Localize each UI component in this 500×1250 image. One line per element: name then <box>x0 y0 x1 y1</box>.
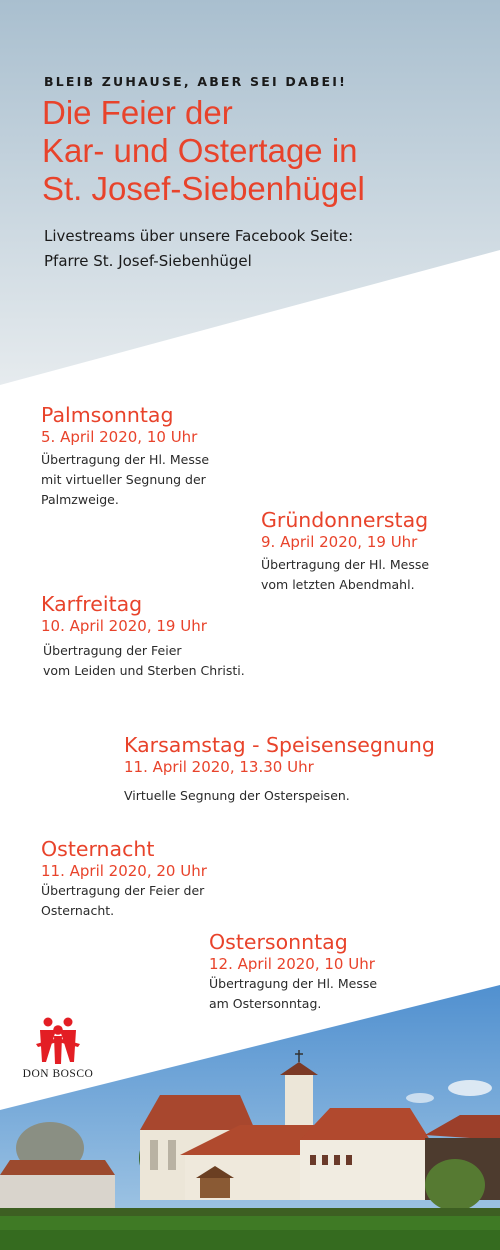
event-description-line: Übertragung der Feier der <box>41 883 205 898</box>
event-description <box>43 641 245 681</box>
event-description-line: Osternacht. <box>41 903 115 918</box>
event-date: 9. April 2020, 19 Uhr <box>261 533 418 551</box>
event-description-line: vom letzten Abendmahl. <box>261 577 415 592</box>
title-line: St. Josef-Siebenhügel <box>42 170 365 207</box>
event-karsamstag <box>124 732 435 806</box>
event-date: 12. April 2020, 10 Uhr <box>209 955 375 973</box>
event-gruendonnerstag <box>261 507 429 595</box>
subtitle <box>44 224 353 274</box>
event-description-line: mit virtueller Segnung der <box>41 472 206 487</box>
event-description-line: am Ostersonntag. <box>209 996 322 1011</box>
event-description <box>124 786 435 806</box>
event-date: 10. April 2020, 19 Uhr <box>41 617 207 635</box>
event-date: 5. April 2020, 10 Uhr <box>41 428 198 446</box>
event-description-line: Palmzweige. <box>41 492 119 507</box>
don-bosco-figures-icon <box>16 1016 100 1068</box>
event-description <box>41 881 207 921</box>
event-description-line: Übertragung der Feier <box>43 643 182 658</box>
event-name: Ostersonntag <box>209 930 348 954</box>
event-description-line: Virtuelle Segnung der Osterspeisen. <box>124 788 350 803</box>
event-name: Karsamstag - Speisensegnung <box>124 733 435 757</box>
event-date: 11. April 2020, 20 Uhr <box>41 862 207 880</box>
title-line: Kar- und Ostertage in <box>42 132 358 169</box>
event-description-line: Übertragung der Hl. Messe <box>41 452 210 467</box>
title-line: Die Feier der <box>42 94 233 131</box>
event-description-line: vom Leiden und Sterben Christi. <box>43 663 245 678</box>
tagline: BLEIB ZUHAUSE, ABER SEI DABEI! <box>44 74 348 89</box>
subtitle-line: Pfarre St. Josef-Siebenhügel <box>44 252 252 270</box>
event-osternacht <box>41 836 207 921</box>
event-karfreitag <box>41 591 245 681</box>
event-date: 11. April 2020, 13.30 Uhr <box>124 758 314 776</box>
event-description-line: Übertragung der Hl. Messe <box>261 557 430 572</box>
event-description <box>41 450 209 510</box>
event-description-line: Übertragung der Hl. Messe <box>209 976 378 991</box>
event-palmsonntag <box>41 402 209 510</box>
event-name: Osternacht <box>41 837 155 861</box>
event-name: Palmsonntag <box>41 403 174 427</box>
subtitle-line: Livestreams über unsere Facebook Seite: <box>44 227 354 245</box>
don-bosco-logo <box>16 1016 100 1084</box>
logo-text: DON BOSCO <box>22 1068 94 1080</box>
event-name: Gründonnerstag <box>261 508 429 532</box>
page-title <box>42 94 365 208</box>
event-description <box>261 555 429 595</box>
event-name: Karfreitag <box>41 592 143 616</box>
